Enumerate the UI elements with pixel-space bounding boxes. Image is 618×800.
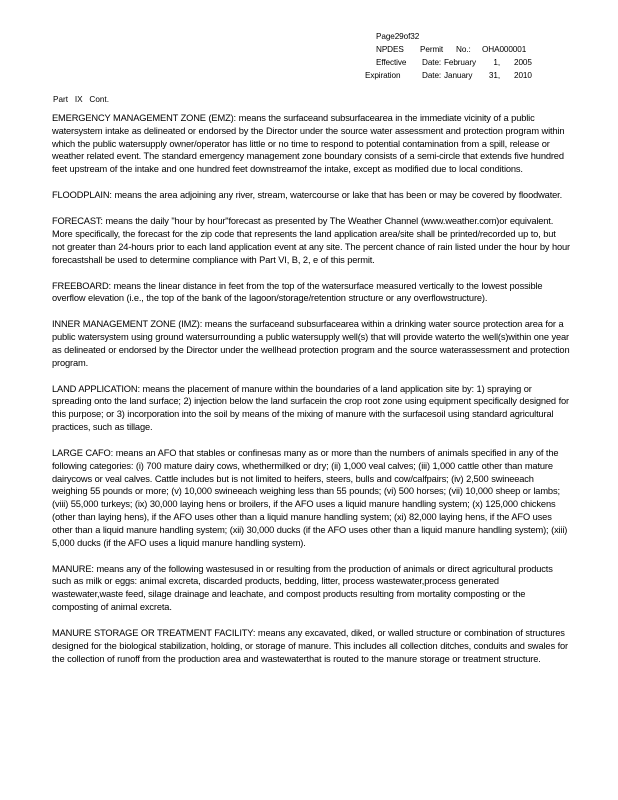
effective-year: 2005 [514, 58, 532, 67]
effective-date-label: Date: [422, 58, 442, 67]
effective-month: February [444, 58, 476, 67]
definition-floodplain: FLOODPLAIN: means the area adjoining any river, stream, watercourse or lake that has been or may be covered by floodwater. [52, 190, 563, 201]
definition-manure: MANURE: means any of the following wastesused in or resulting from the production of animals or direct agricultural products such as milk or eggs: animal excreta, discarded products, bedding, litter, process wastewater,process generated wastewater,waste feed, silage drainage and leachate, and compost products resulting from mortality composting or the composting of animal excreta. [52, 563, 553, 613]
page-number: Page29of32 [376, 32, 420, 41]
npdes-label: NPDES [376, 45, 404, 54]
no-label: No.: [456, 45, 471, 54]
definition-manure-storage: MANURE STORAGE OR TREATMENT FACILITY: means any excavated, diked, or walled structure or combination of structures designed for the biological stabilization, holding, or storage of manure. This includes all collection ditches, conduits and swales for the collection of runoff from the production area and wastewaterthat is routed to the manure storage or treatment structure. [52, 628, 568, 664]
expiration-day: 31, [488, 71, 500, 80]
definitions-body [52, 112, 570, 679]
header-effective-row [376, 56, 532, 69]
header-page-row [376, 30, 532, 43]
definition-land-application: LAND APPLICATION: means the placement of manure within the boundaries of a land application site by: 1) spraying or spreading onto the land surface; 2) injection below the land surfacein the crop root zone using equipment specifically designed for this purpose; or 3) incorporation into the soil by means of the mixing of manure with the surfacesoil using standard agricultural practices, such as tillage. [52, 383, 569, 433]
expiration-date-label: Date: [422, 71, 442, 80]
header-npdes-row [376, 43, 532, 56]
permit-header [365, 30, 532, 82]
expiration-label: Expiration [365, 71, 401, 80]
permit-label: Permit [420, 45, 444, 54]
permit-number: OHA000001 [482, 45, 527, 54]
expiration-month: January [444, 71, 473, 80]
definition-freeboard: FREEBOARD: means the linear distance in feet from the top of the watersurface measured vertically to the lowest possible overflow elevation (i.e., the top of the bank of the lagoon/storage/retention structure or any overflowstructure). [52, 280, 543, 304]
part-label: Part IX Cont. [53, 95, 109, 104]
definition-emz: EMERGENCY MANAGEMENT ZONE (EMZ): means the surfaceand subsurfacearea in the immediate vicinity of a public watersystem intake as delineated or endorsed by the Director under the source water assessment and protection program within which the public watersupply owner/operator has little or no time to respond to potential contamination from a spill, release or weather related event. The standard emergency management zone boundary consists of a semi-circle that extends five hundred feet upstream of the intake and one hundred feet downstreamof the intake, except as modified due to local conditions. [52, 113, 565, 175]
effective-label: Effective [376, 58, 407, 67]
effective-day: 1, [493, 58, 500, 67]
expiration-year: 2010 [514, 71, 532, 80]
definition-imz: INNER MANAGEMENT ZONE (IMZ): means the surfaceand subsurfacearea within a drinking water source protection area for a public watersystem using ground watersurrounding a public watersupply well(s) that will provide waterto the well(s)within one year as delineated or endorsed by the Director under the wellhead protection program and the source waterassessment and protection program. [52, 319, 570, 368]
definition-forecast: FORECAST: means the daily "hour by hour"forecast as presented by The Weather Channel (www.weather.com)or equivalent. More specifically, the forecast for the zip code that represents the land application area/site shall be printed/recorded up to, but not greater than 24-hours prior to each land application event at any site. The percent chance of rain listed under the hour by hour forecastshall be used to determine compliance with Part VI, B, 2, e of this permit. [52, 216, 570, 265]
header-expiration-row [365, 69, 532, 82]
definition-large-cafo: LARGE CAFO: means an AFO that stables or confinesas many as or more than the numbers of animals specified in any of the following categories: (i) 700 mature dairy cows, whethermilked or dry; (ii) 1,000 veal calves; (iii) 1,000 cattle other than mature dairycows or veal calves. Cattle includes but is not limited to heifers, steers, bulls and cow/calfpairs; (iv) 2,500 swineeach weighing 55 pounds or more; (v) 10,000 swineeach weighing less than 55 pounds; (vi) 500 horses; (vii) 10,000 sheep or lambs; (viii) 55,000 turkeys; (ix) 30,000 laying hens or broilers, if the AFO uses a liquid manure handling system; (x) 125,000 chickens (other than laying hens), if the AFO uses other than a liquid manure handling system; (xi) 82,000 laying hens, if the AFO uses other than a liquid manure handling system; (xii) 30,000 ducks (if the AFO uses other than a liquid manure handling system); (xiii) 5,000 ducks (if the AFO uses a liquid manure handling system). [52, 448, 568, 548]
